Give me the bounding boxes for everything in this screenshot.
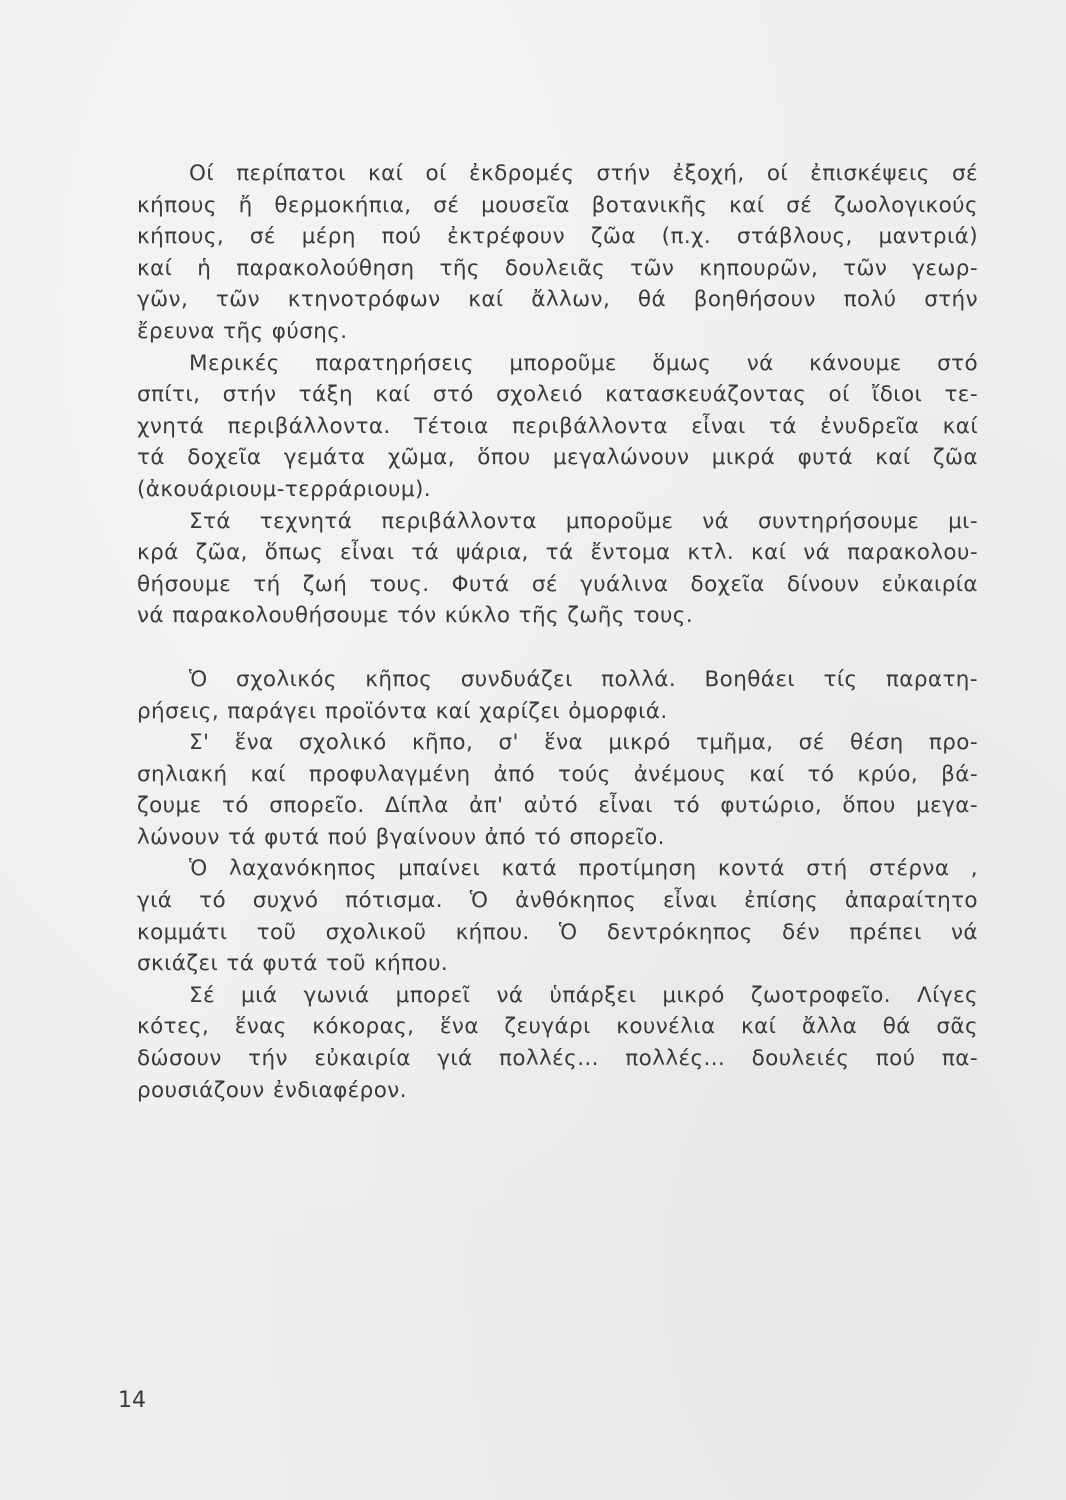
text-line: χνητά περιβάλλοντα. Τέτοια περιβάλλοντα εἶναι τά ἐνυδρεῖα καί	[137, 413, 978, 439]
text-line: νά παρακολουθήσουμε τόν κύκλο τῆς ζωῆς τους.	[137, 603, 694, 629]
text-line: Σέ μιά γωνιά μπορεῖ νά ὑπάρξει μικρό ζωοτροφεῖο. Λίγες	[189, 982, 978, 1008]
text-line: Οί περίπατοι καί οί ἐκδρομές στήν ἐξοχή, οί ἐπισκέψεις σέ	[189, 161, 978, 186]
text-line: σπίτι, στήν τάξη καί στό σχολειό κατασκευάζοντας οί ἴδιοι τε-	[137, 382, 978, 408]
paragraph-artificial-environments	[137, 348, 978, 506]
text-line: τά δοχεῖα γεμάτα χῶμα, ὅπου μεγαλώνουν μικρά φυτά καί ζῶα	[137, 445, 978, 471]
section-spacer	[137, 632, 978, 664]
text-line: κήπους, σέ μέρη πού ἐκτρέφουν ζῶα (π.χ. στάβλους, μαντριά)	[137, 224, 978, 250]
paragraph-animal-corner	[137, 980, 978, 1106]
paragraph-small-animals	[137, 506, 978, 632]
text-line: (ἀκουάριουμ-τερράριουμ).	[137, 476, 432, 502]
text-line: κήπους ἤ θερμοκήπια, σέ μουσεῖα βοτανικῆς καί σέ ζωολογικούς	[137, 192, 978, 218]
text-line: ἔρευνα τῆς φύσης.	[137, 318, 348, 344]
text-line: Ὁ σχολικός κῆπος συνδυάζει πολλά. Βοηθάει τίς παρατη-	[189, 666, 978, 692]
text-line: Σ' ἕνα σχολικό κῆπο, σ' ἕνα μικρό τμῆμα, σέ θέση προ-	[189, 730, 978, 756]
text-line: κότες, ἕνας κόκορας, ἕνα ζευγάρι κουνέλια καί ἄλλα θά σᾶς	[137, 1014, 978, 1040]
paragraph-vegetable-garden	[137, 853, 978, 979]
text-line: γιά τό συχνό πότισμα. Ὁ ἀνθόκηπος εἶναι ἐπίσης ἀπαραίτητο	[137, 888, 978, 914]
text-line: καί ἡ παρακολούθηση τῆς δουλειᾶς τῶν κηπουρῶν, τῶν γεωρ-	[137, 255, 978, 281]
text-line: λώνουν τά φυτά πού βγαίνουν ἀπό τό σπορεῖο.	[137, 824, 665, 850]
page-number: 14	[118, 1388, 146, 1413]
text-line: Μερικές παρατηρήσεις μποροῦμε ὅμως νά κάνουμε στό	[189, 350, 978, 376]
text-line: σκιάζει τά φυτά τοῦ κήπου.	[137, 951, 449, 977]
text-line: θήσουμε τή ζωή τους. Φυτά σέ γυάλινα δοχεῖα δίνουν εὐκαιρία	[137, 571, 978, 597]
text-line: κρά ζῶα, ὅπως εἶναι τά ψάρια, τά ἔντομα κτλ. καί νά παρακολου-	[137, 540, 978, 566]
paragraph-seedbed	[137, 727, 978, 853]
text-line: ρήσεις, παράγει προϊόντα καί χαρίζει ὀμορφιά.	[137, 698, 668, 724]
text-line: Ὁ λαχανόκηπος μπαίνει κατά προτίμηση κοντά στή στέρνα ,	[189, 856, 978, 882]
text-line: Στά τεχνητά περιβάλλοντα μποροῦμε νά συντηρήσουμε μι-	[189, 508, 978, 534]
text-line: δώσουν τήν εὐκαιρία γιά πολλές... πολλές... δουλειές πού πα-	[137, 1046, 978, 1072]
body-text	[137, 158, 978, 1106]
paragraph-school-garden	[137, 664, 978, 727]
text-line: ρουσιάζουν ἐνδιαφέρον.	[137, 1077, 407, 1103]
text-line: σηλιακή καί προφυλαγμένη ἀπό τούς ἀνέμους καί τό κρύο, βά-	[137, 761, 978, 787]
text-line: ζουμε τό σπορεῖο. Δίπλα ἀπ' αὐτό εἶναι τό φυτώριο, ὅπου μεγα-	[137, 793, 978, 819]
text-line: γῶν, τῶν κτηνοτρόφων καί ἄλλων, θά βοηθήσουν πολύ στήν	[137, 287, 978, 313]
paragraph-outings	[137, 158, 978, 348]
text-line: κομμάτι τοῦ σχολικοῦ κήπου. Ὁ δεντρόκηπος δέν πρέπει νά	[137, 919, 978, 945]
